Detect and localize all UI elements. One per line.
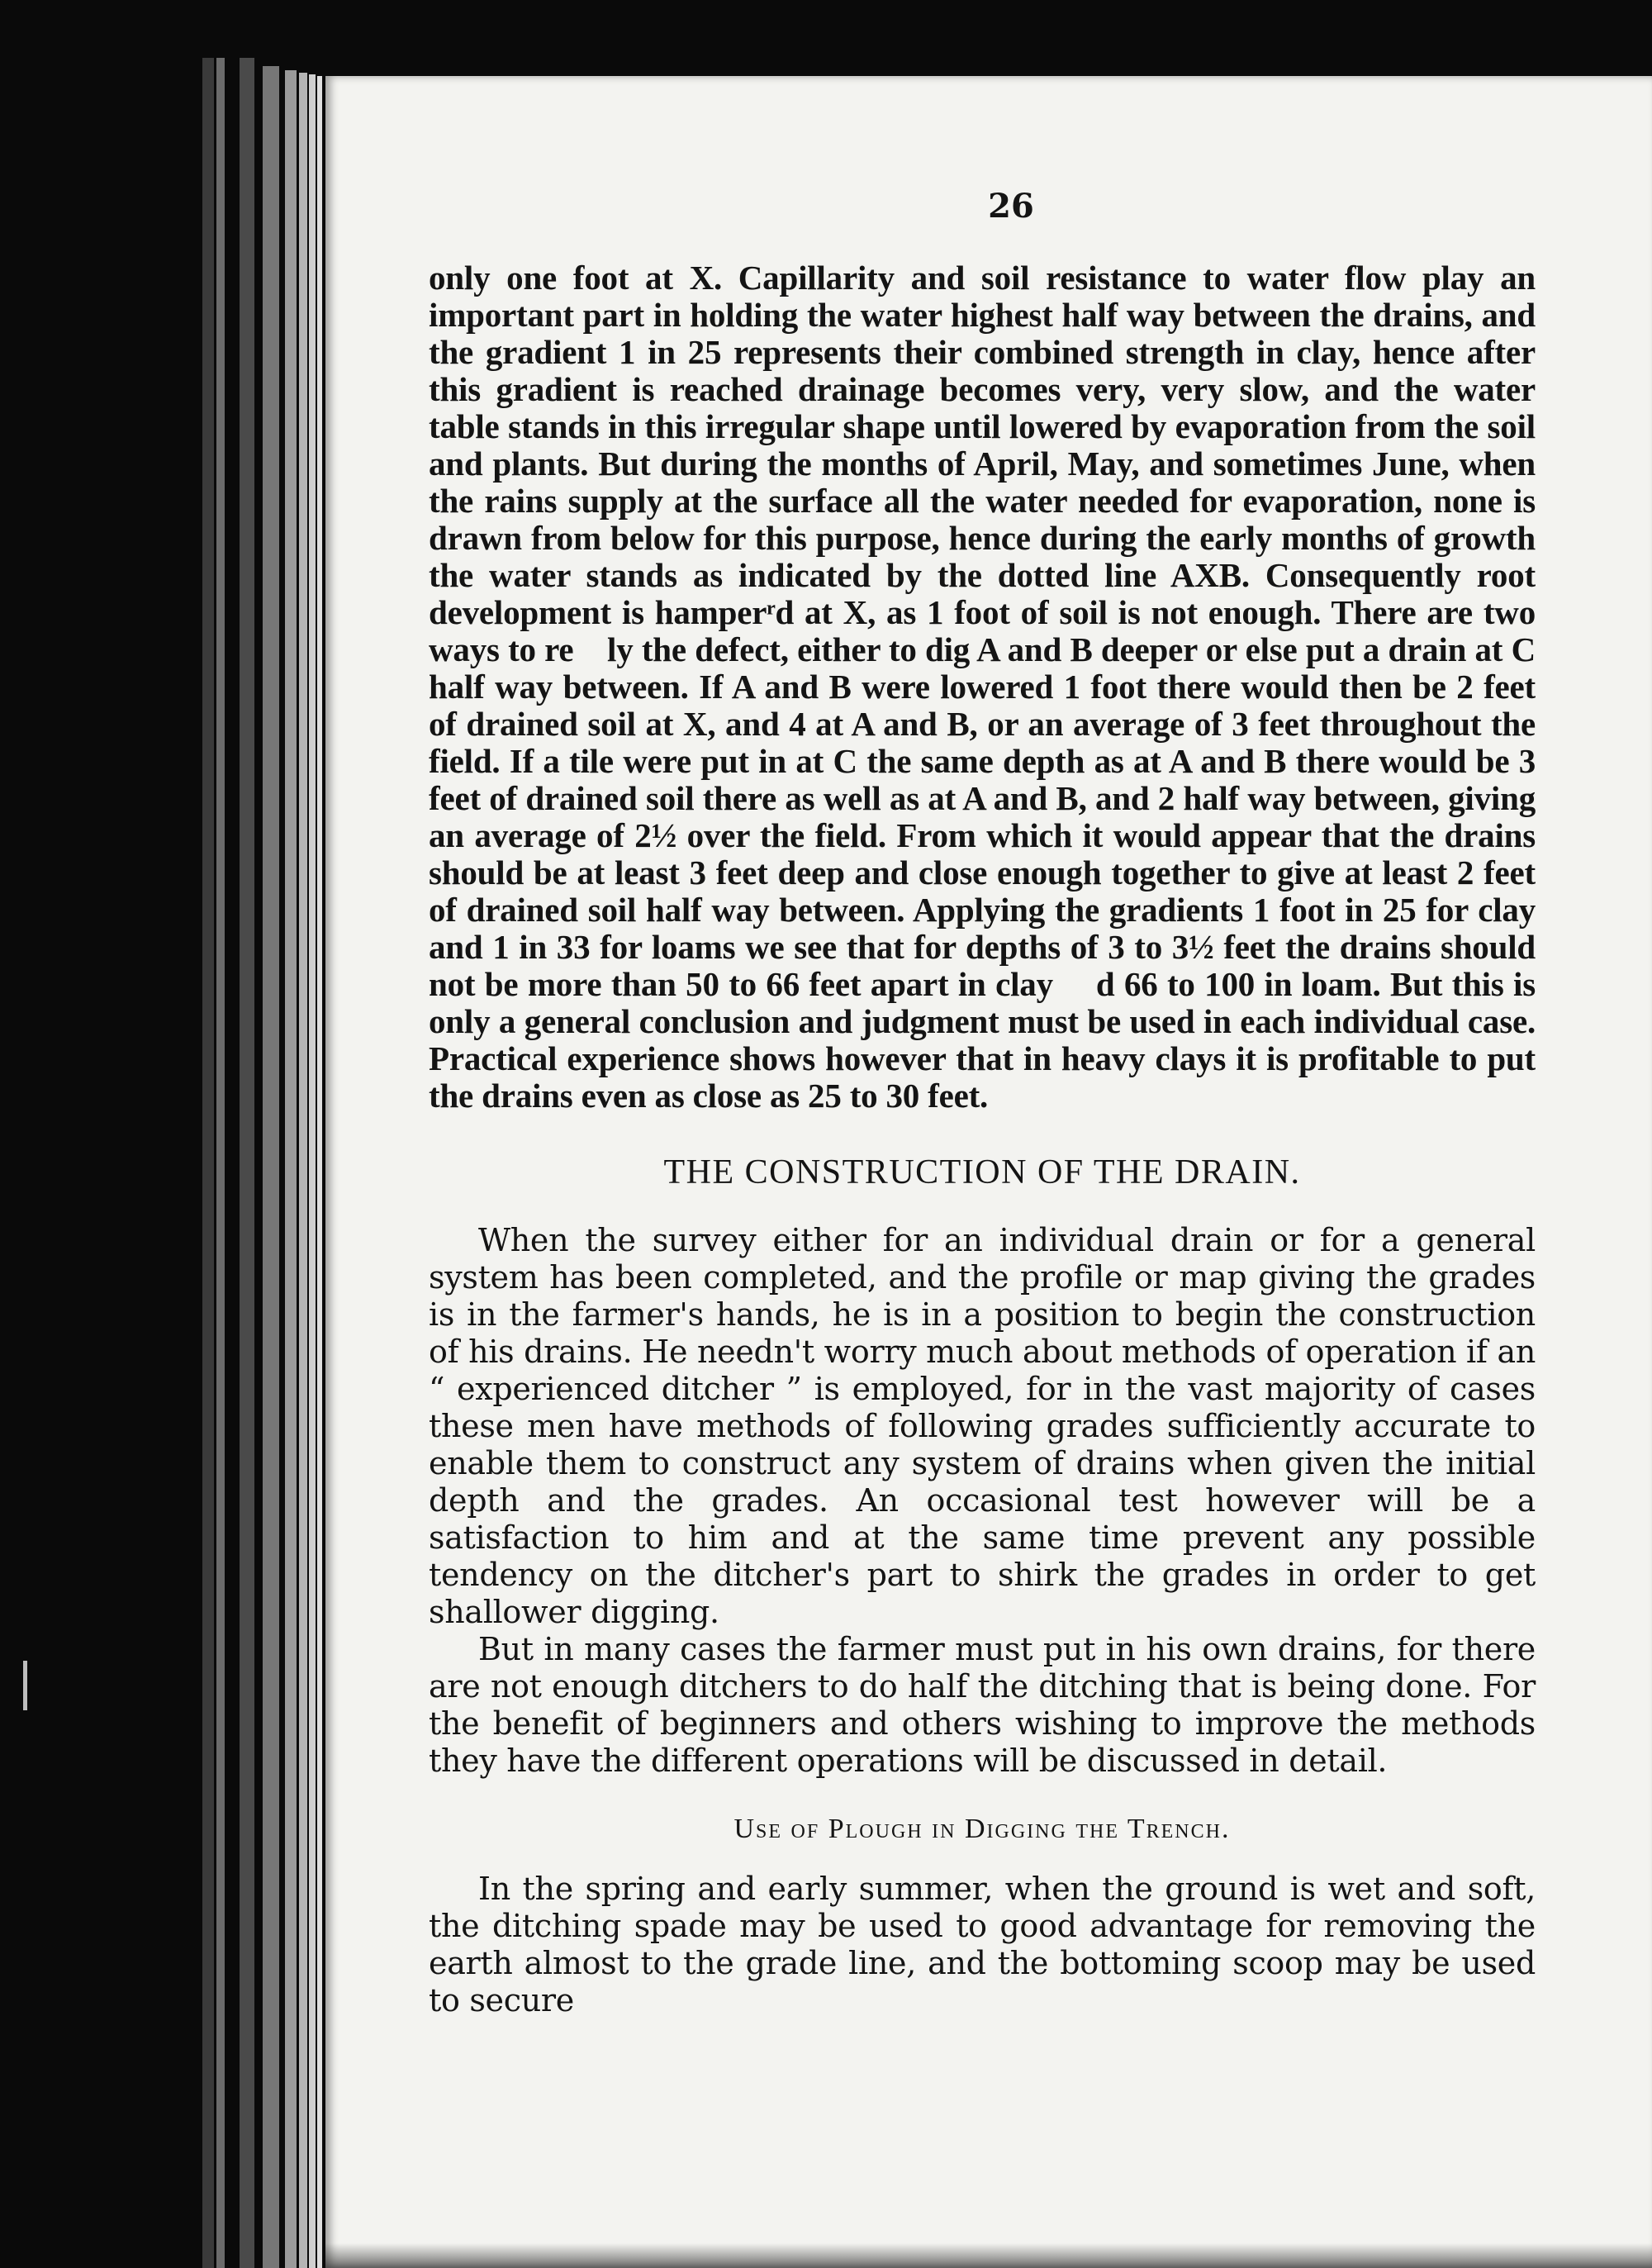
page-text-block xyxy=(429,183,1536,2019)
page-edge xyxy=(240,58,254,2268)
page-bottom-shadow xyxy=(325,2243,1652,2268)
page-edge xyxy=(216,58,225,2268)
page-number: 26 xyxy=(988,187,1034,226)
page-edge xyxy=(285,70,297,2268)
section-heading: THE CONSTRUCTION OF THE DRAIN. xyxy=(663,1153,1301,1191)
page-edge xyxy=(317,76,322,2268)
subheading: Use of Plough in Digging the Trench. xyxy=(733,1814,1231,1844)
page-sheet xyxy=(325,76,1652,2268)
page-edge xyxy=(299,73,307,2268)
body-paragraph: When the survey either for an individual drain or for a general system has been completed, and the profile or map giving the grades is in the farmer's hands, he is in a position to begin the construction of his drains. He needn't worry much about methods of operation if an “ experienced ditcher ” is employed, for in the vast majority of cases these men have methods of following grades sufficiently accurate to enable them to construct any system of drains when given the initial depth and the grades. An occasional test however will be a satisfaction to him and at the same time prevent any possible tendency on the ditcher's part to shirk the grades in order to get shallower digging. xyxy=(429,1222,1536,1630)
page-edge xyxy=(309,74,316,2268)
page-edge xyxy=(263,66,279,2268)
body-paragraph: But in many cases the farmer must put in his own drains, for there are not enough ditchers to do half the ditching that is being done. For the benefit of beginners and others wishing to improve the methods they have the different operations will be discussed in detail. xyxy=(429,1631,1536,1779)
page-edge xyxy=(202,58,214,2268)
scan-artifact xyxy=(23,1661,27,1710)
body-paragraph: only one foot at X. Capillarity and soil resistance to water flow play an important part in holding the water highest half way between the drains, and the gradient 1 in 25 represents their combined strength in clay, hence after this gradient is reached drainage becomes very, very slow, and the water table stands in this irregular shape until lowered by evaporation from the soil and plants. But during the months of April, May, and sometimes June, when the rains supply at the surface all the water needed for evaporation, none is drawn from below for this purpose, hence during the early months of growth the water stands as indicated by the dotted line AXB. Consequently root development is hamperʳd at X, as 1 foot of soil is not enough. There are two ways to re ly the defect, either to dig A and B deeper or else put a drain at C half way between. If A and B were lowered 1 foot there would then be 2 feet of drained soil at X, and 4 at A and B, or an average of 3 feet throughout the field. If a tile were put in at C the same depth as at A and B there would be 3 feet of drained soil there as well as at A and B, and 2 half way between, giving an average of 2½ over the field. From which it would appear that the drains should be at least 3 feet deep and close enough together to give at least 2 feet of drained soil half way between. Applying the gradients 1 foot in 25 for clay and 1 in 33 for loams we see that for depths of 3 to 3½ feet the drains should not be more than 50 to 66 feet apart in clay d 66 to 100 in loam. But this is only a general conclusion and judgment must be used in each individual case. Practical experience shows however that in heavy clays it is profitable to put the drains even as close as 25 to 30 feet. xyxy=(429,259,1536,1115)
body-paragraph: In the spring and early summer, when the ground is wet and soft, the ditching spade may be used to good advantage for removing the earth almost to the grade line, and the bottoming scoop may be used to secure xyxy=(429,1871,1536,2018)
